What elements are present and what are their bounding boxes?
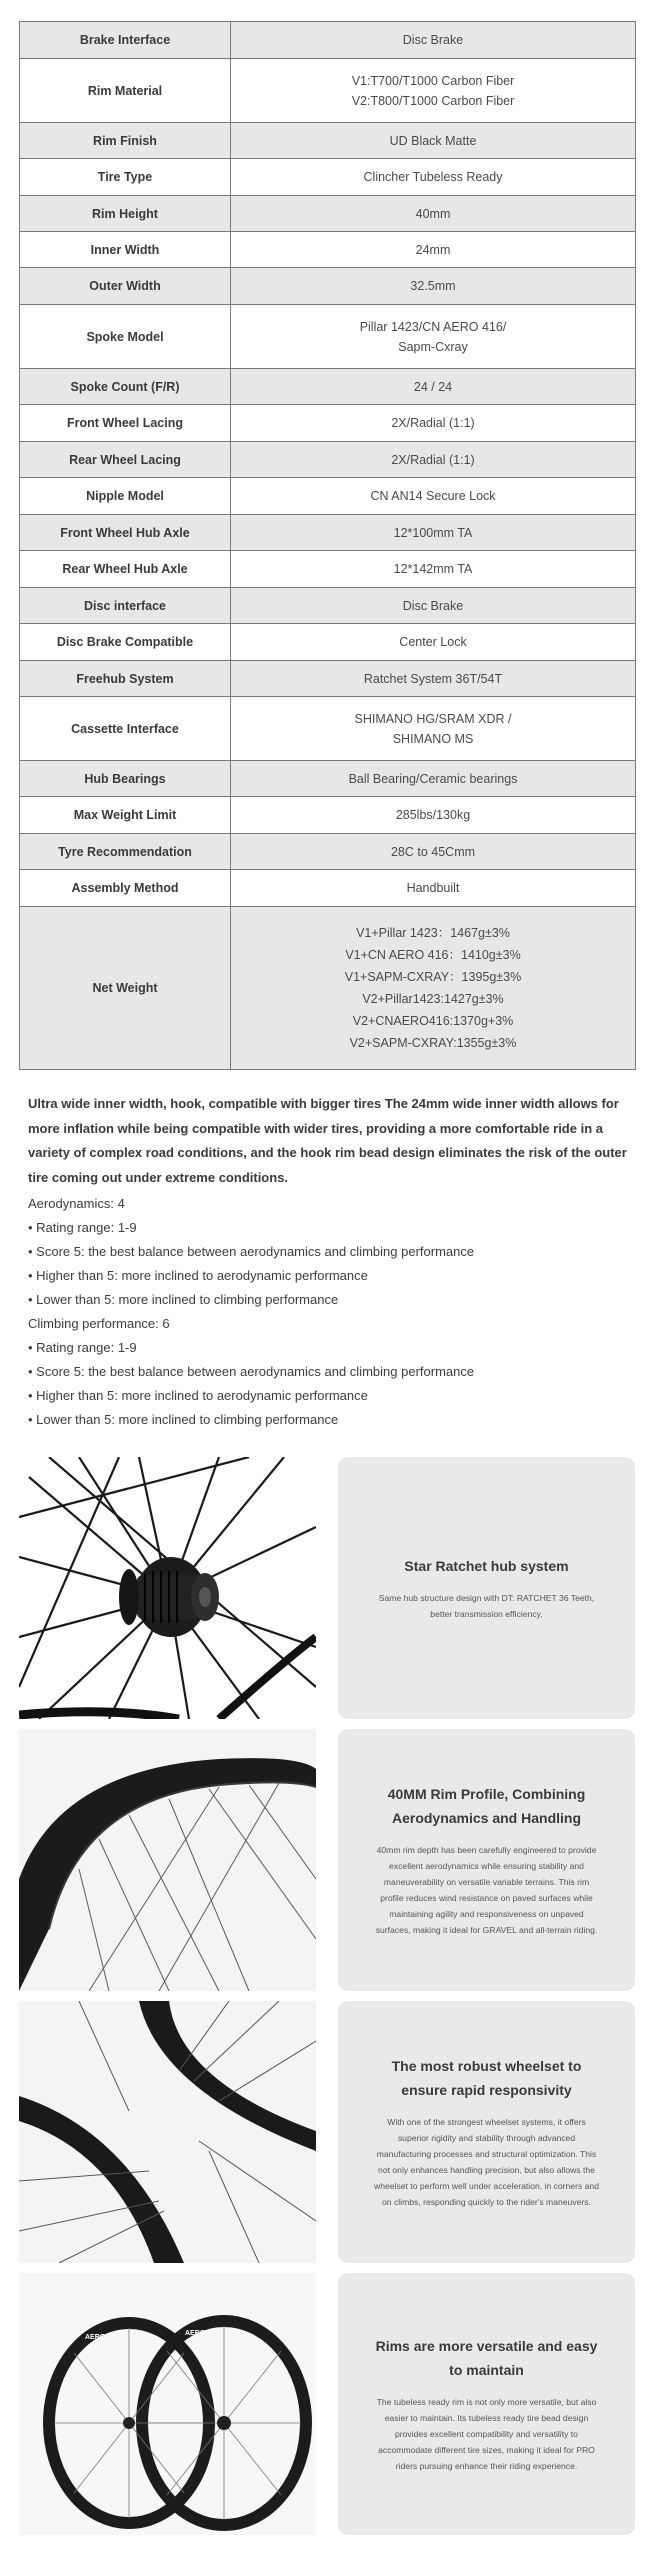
spec-label: Hub Bearings xyxy=(20,761,231,797)
rating-line: • Score 5: the best balance between aerodynamics and climbing performance xyxy=(28,1364,475,1379)
spec-value-line: 24mm xyxy=(415,242,451,257)
spec-value-line: Disc Brake xyxy=(402,33,464,47)
spec-value-line: 12*142mm TA xyxy=(393,562,473,576)
spec-value-line: Ratchet System 36T/54T xyxy=(363,671,503,686)
spec-label: Outer Width xyxy=(20,268,231,305)
spec-value xyxy=(231,196,636,232)
spec-row xyxy=(20,907,636,1070)
rating-line: • Score 5: the best balance between aerodynamics and climbing performance xyxy=(28,1244,475,1259)
spec-value-line: SHIMANO HG/SRAM XDR / xyxy=(354,711,512,726)
spec-row xyxy=(20,123,636,159)
spec-value xyxy=(231,59,636,123)
rim-photo-icon xyxy=(19,1729,316,1991)
spec-table xyxy=(19,21,636,1070)
spec-row xyxy=(20,369,636,405)
spec-row xyxy=(20,305,636,369)
spec-row xyxy=(20,697,636,761)
spec-value xyxy=(231,870,636,907)
spec-row xyxy=(20,268,636,305)
performance-ratings xyxy=(28,1192,628,1432)
rating-line: • Higher than 5: more inclined to aerodynamic performance xyxy=(28,1268,368,1283)
rating-line: • Rating range: 1-9 xyxy=(28,1340,137,1355)
spec-value xyxy=(231,305,636,369)
spec-row xyxy=(20,797,636,834)
spec-value-line: V2+SAPM-CXRAY:1355g±3% xyxy=(349,1036,517,1050)
spec-label: Disc interface xyxy=(20,588,231,624)
spec-value-line: Handbuilt xyxy=(406,881,460,895)
spec-value xyxy=(231,478,636,515)
spec-row xyxy=(20,59,636,123)
spec-value xyxy=(231,661,636,697)
product-description: Ultra wide inner width, hook, compatible with bigger tires The 24mm wide inner width allows for more inflation while being compatible with wider tires, providing a more comfortable ride in a variety of complex road conditions, and the hook rim bead design eliminates the risk of the outer tire coming out under extreme conditions. xyxy=(28,1096,627,1185)
rating-line: • Rating range: 1-9 xyxy=(28,1220,137,1235)
spec-label: Rim Height xyxy=(20,196,231,232)
spec-value xyxy=(231,588,636,624)
spec-value xyxy=(231,123,636,159)
spec-label: Net Weight xyxy=(20,907,231,1070)
feature-card-versatile xyxy=(338,2273,635,2535)
spec-value-line: 28C to 45Cmm xyxy=(390,844,476,859)
spec-value xyxy=(231,515,636,551)
spec-value-line: 285lbs/130kg xyxy=(395,808,471,822)
spec-row xyxy=(20,661,636,697)
spec-value-line: V1+SAPM-CXRAY：1395g±3% xyxy=(344,970,522,984)
spec-label: Assembly Method xyxy=(20,870,231,907)
spec-label: Brake Interface xyxy=(20,22,231,59)
spec-label: Rim Material xyxy=(20,59,231,123)
spec-value-line: V1+CN AERO 416：1410g±3% xyxy=(345,948,521,962)
spec-label: Freehub System xyxy=(20,661,231,697)
spec-value xyxy=(231,697,636,761)
spec-row xyxy=(20,515,636,551)
feature-text: With one of the strongest wheelset systems, it offers superior rigidity and stability through advanced manufacturing processes and structural optimization. This not only enhances handling precision, but also allows the wheelset to perform well under acceleration, in corners and on climbs, responding quickly to the rider's maneuvers. xyxy=(374,2117,599,2207)
rim-brand-mark: AERO xyxy=(185,2330,206,2337)
spec-row xyxy=(20,196,636,232)
spec-row xyxy=(20,870,636,907)
feature-text: Same hub structure design with DT: RATCHET 36 Teeth, better transmission efficiency. xyxy=(378,1593,595,1619)
spec-value xyxy=(231,22,636,59)
spec-value-line: 40mm xyxy=(415,206,451,221)
spec-label: Spoke Count (F/R) xyxy=(20,369,231,405)
spec-value-line: 32.5mm xyxy=(410,279,456,293)
rating-line: Climbing performance: 6 xyxy=(28,1316,170,1331)
spec-label: Rear Wheel Lacing xyxy=(20,442,231,478)
spec-value-line: V2+Pillar1423:1427g±3% xyxy=(362,992,504,1006)
spec-row xyxy=(20,478,636,515)
spec-value-line: Center Lock xyxy=(399,635,467,649)
spec-label: Disc Brake Compatible xyxy=(20,624,231,661)
rim-closeup-photo-icon xyxy=(19,2001,316,2263)
wheelset-photo-icon xyxy=(19,2273,316,2535)
feature-card-rim-profile xyxy=(338,1729,635,1991)
spec-value-line: Disc Brake xyxy=(402,598,464,613)
feature-card-hub xyxy=(338,1457,635,1719)
spec-value xyxy=(231,405,636,442)
rating-line: • Lower than 5: more inclined to climbing performance xyxy=(28,1412,339,1427)
spec-row xyxy=(20,551,636,588)
spec-value-line: V1+Pillar 1423：1467g±3% xyxy=(356,926,510,940)
spec-value-line: CN AN14 Secure Lock xyxy=(370,489,496,503)
spec-label: Front Wheel Hub Axle xyxy=(20,515,231,551)
spec-value xyxy=(231,551,636,588)
spec-row xyxy=(20,761,636,797)
hub-photo-icon xyxy=(19,1457,316,1719)
spec-value-line: 2X/Radial (1:1) xyxy=(391,416,475,430)
feature-title: The most robust wheelset to ensure rapid responsivity xyxy=(391,2058,582,2098)
spec-value xyxy=(231,797,636,834)
spec-value xyxy=(231,369,636,405)
spec-row xyxy=(20,588,636,624)
feature-title: 40MM Rim Profile, Combining Aerodynamics and Handling xyxy=(387,1786,586,1826)
spec-label: Inner Width xyxy=(20,232,231,268)
spec-value xyxy=(231,761,636,797)
rating-line: Aerodynamics: 4 xyxy=(28,1196,125,1211)
feature-title: Rims are more versatile and easy to maintain xyxy=(375,2338,598,2378)
spec-row xyxy=(20,405,636,442)
rating-line: • Higher than 5: more inclined to aerodynamic performance xyxy=(28,1388,368,1403)
spec-row xyxy=(20,624,636,661)
spec-value-line: UD Black Matte xyxy=(389,133,477,148)
spec-label: Tire Type xyxy=(20,159,231,196)
feature-title: Star Ratchet hub system xyxy=(404,1558,569,1574)
spec-value xyxy=(231,232,636,268)
spec-value-line: 12*100mm TA xyxy=(393,525,473,540)
spec-row xyxy=(20,232,636,268)
feature-card-robust xyxy=(338,2001,635,2263)
rim-closeup-photo xyxy=(19,2001,316,2263)
spec-value xyxy=(231,442,636,478)
spec-value-line: SHIMANO MS xyxy=(392,731,474,746)
spec-label: Front Wheel Lacing xyxy=(20,405,231,442)
spec-value-line: Ball Bearing/Ceramic bearings xyxy=(348,771,518,786)
spec-value-line: Pillar 1423/CN AERO 416/ xyxy=(359,319,507,334)
spec-label: Rear Wheel Hub Axle xyxy=(20,551,231,588)
spec-value xyxy=(231,907,636,1070)
spec-row xyxy=(20,159,636,196)
spec-value-line: Sapm-Cxray xyxy=(398,339,468,354)
feature-text: The tubeless ready rim is not only more versatile, but also easier to maintain. Its tubeless ready tire bead design provides excellent compatibility and versatility to accommodate different tire sizes, making it ideal for PRO riders pursuing enhance their riding experience. xyxy=(376,2397,597,2471)
spec-row xyxy=(20,834,636,870)
spec-label: Spoke Model xyxy=(20,305,231,369)
spec-value xyxy=(231,159,636,196)
wheelset-photo xyxy=(19,2273,316,2535)
spec-value-line: 2X/Radial (1:1) xyxy=(391,452,475,467)
spec-value-line: V2:T800/T1000 Carbon Fiber xyxy=(351,93,515,108)
rating-line: • Lower than 5: more inclined to climbing performance xyxy=(28,1292,339,1307)
spec-value xyxy=(231,834,636,870)
spec-value-line: V2+CNAERO416:1370g+3% xyxy=(352,1014,514,1028)
spec-label: Tyre Recommendation xyxy=(20,834,231,870)
spec-row xyxy=(20,22,636,59)
spec-value-line: Clincher Tubeless Ready xyxy=(363,170,503,184)
spec-value-line: V1:T700/T1000 Carbon Fiber xyxy=(351,73,515,88)
spec-value-line: 24 / 24 xyxy=(413,379,453,394)
spec-label: Rim Finish xyxy=(20,123,231,159)
spec-value xyxy=(231,624,636,661)
spec-label: Nipple Model xyxy=(20,478,231,515)
spec-label: Cassette Interface xyxy=(20,697,231,761)
spec-row xyxy=(20,442,636,478)
hub-photo xyxy=(19,1457,316,1719)
spec-label: Max Weight Limit xyxy=(20,797,231,834)
feature-text: 40mm rim depth has been carefully engineered to provide excellent aerodynamics while ensuring stability and maneuverability on versatile variable terrains. This rim profile reduces wind resistance on paved surfaces while maintaining agility and responsiveness on unpaved surfaces, making it ideal for GRAVEL and all-terrain riding. xyxy=(375,1845,598,1935)
spec-value xyxy=(231,268,636,305)
rim-photo xyxy=(19,1729,316,1991)
rim-brand-mark: AERO xyxy=(85,2334,106,2341)
spec-table-body xyxy=(20,22,636,1070)
